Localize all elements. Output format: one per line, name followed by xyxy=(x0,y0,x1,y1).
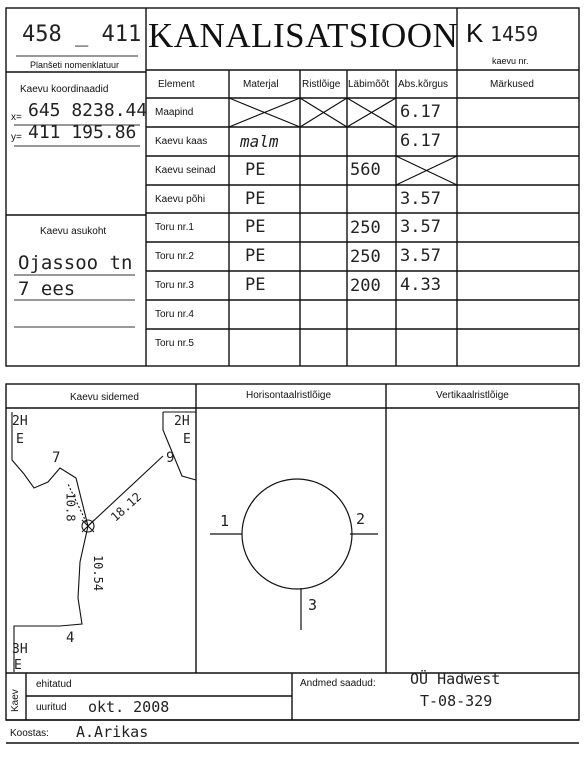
x-coordinate: 645 8238.44 xyxy=(28,100,148,121)
lot-e-bottom: E xyxy=(14,658,22,673)
row-element: Maapind xyxy=(155,107,194,118)
row-diameter: 560 xyxy=(350,160,381,180)
lot-2h-left: 2H xyxy=(12,414,28,429)
well-number: 1459 xyxy=(490,22,539,46)
lot-7: 7 xyxy=(52,450,61,466)
col-material: Materjal xyxy=(243,79,279,90)
pipe-2-label: 2 xyxy=(356,510,366,528)
tie-distance-2: 18.12 xyxy=(107,489,145,525)
col-element: Element xyxy=(158,79,195,90)
author-name: A.Arikas xyxy=(76,723,149,741)
lot-4: 4 xyxy=(66,630,75,646)
col-notes: Märkused xyxy=(490,79,534,90)
row-elevation: 3.57 xyxy=(400,217,441,237)
data-source-label: Andmed saadud: xyxy=(300,678,376,689)
row-diameter: 250 xyxy=(350,218,381,238)
pipe-1-label: 1 xyxy=(220,512,230,530)
row-elevation: 6.17 xyxy=(400,102,441,122)
form-title: KANALISATSIOON xyxy=(148,16,459,55)
row-elevation: 3.57 xyxy=(400,246,441,266)
well-number-caption: kaevu nr. xyxy=(492,56,529,66)
location-title: Kaevu asukoht xyxy=(40,226,107,237)
sheet-number: 458 _ 411 xyxy=(22,22,142,47)
manhole-circle xyxy=(242,479,352,589)
built-label: ehitatud xyxy=(36,679,72,690)
tie-distance-1: 10.8 xyxy=(63,492,78,522)
row-element: Toru nr.1 xyxy=(155,222,194,233)
surveyed-label: uuritud xyxy=(36,702,67,713)
row-material: PE xyxy=(245,246,266,266)
row-material: PE xyxy=(245,160,266,180)
row-element: Toru nr.2 xyxy=(155,251,194,262)
row-elevation: 4.33 xyxy=(400,275,441,295)
kaev-label: Kaev xyxy=(10,689,21,712)
row-material: PE xyxy=(245,189,266,209)
author-label: Koostas: xyxy=(10,728,49,739)
location-street: Ojassoo tn xyxy=(18,252,133,274)
lot-e-right: E xyxy=(183,432,191,447)
location-detail: 7 ees xyxy=(18,278,76,300)
row-element: Kaevu seinad xyxy=(155,165,216,176)
row-material: malm xyxy=(240,132,279,151)
row-element: Toru nr.3 xyxy=(155,280,194,291)
vertical-section-title: Vertikaalristlõige xyxy=(436,390,509,401)
lot-2h-right: 2H xyxy=(174,414,190,429)
tie-distance-3: 10.54 xyxy=(91,554,106,592)
row-element: Kaevu kaas xyxy=(155,136,208,147)
well-ties-title: Kaevu sidemed xyxy=(70,392,139,403)
y-coordinate: 411 195.86 xyxy=(28,122,137,143)
row-elevation: 6.17 xyxy=(400,131,441,151)
pipe-3-label: 3 xyxy=(308,596,318,614)
x-label: x= xyxy=(11,112,22,123)
row-material: PE xyxy=(245,275,266,295)
coords-title: Kaevu koordinaadid xyxy=(20,84,109,95)
row-element: Toru nr.5 xyxy=(155,338,194,349)
data-source-reference: T-08-329 xyxy=(420,692,493,710)
row-material: PE xyxy=(245,217,266,237)
row-element: Toru nr.4 xyxy=(155,309,194,320)
col-elevation: Abs.kõrgus xyxy=(398,79,449,90)
lot-9: 9 xyxy=(166,450,175,466)
row-diameter: 250 xyxy=(350,247,381,267)
surveyed-date: okt. 2008 xyxy=(88,698,170,716)
row-diameter: 200 xyxy=(350,276,381,296)
horizontal-section-drawing xyxy=(210,479,378,630)
sheet-caption: Planšeti nomenklatuur xyxy=(30,60,120,70)
horizontal-section-title: Horisontaalristlõige xyxy=(246,390,332,401)
data-source-company: OÜ Hadwest xyxy=(410,670,501,688)
lot-e-left: E xyxy=(16,432,24,447)
lot-3h: 3H xyxy=(12,642,28,657)
y-label: y= xyxy=(11,132,22,143)
row-element: Kaevu põhi xyxy=(155,194,206,205)
row-elevation: 3.57 xyxy=(400,189,441,209)
well-number-prefix: K xyxy=(466,18,484,48)
col-section: Ristlõige xyxy=(302,79,341,90)
col-diameter: Läbimõõt xyxy=(348,79,390,90)
